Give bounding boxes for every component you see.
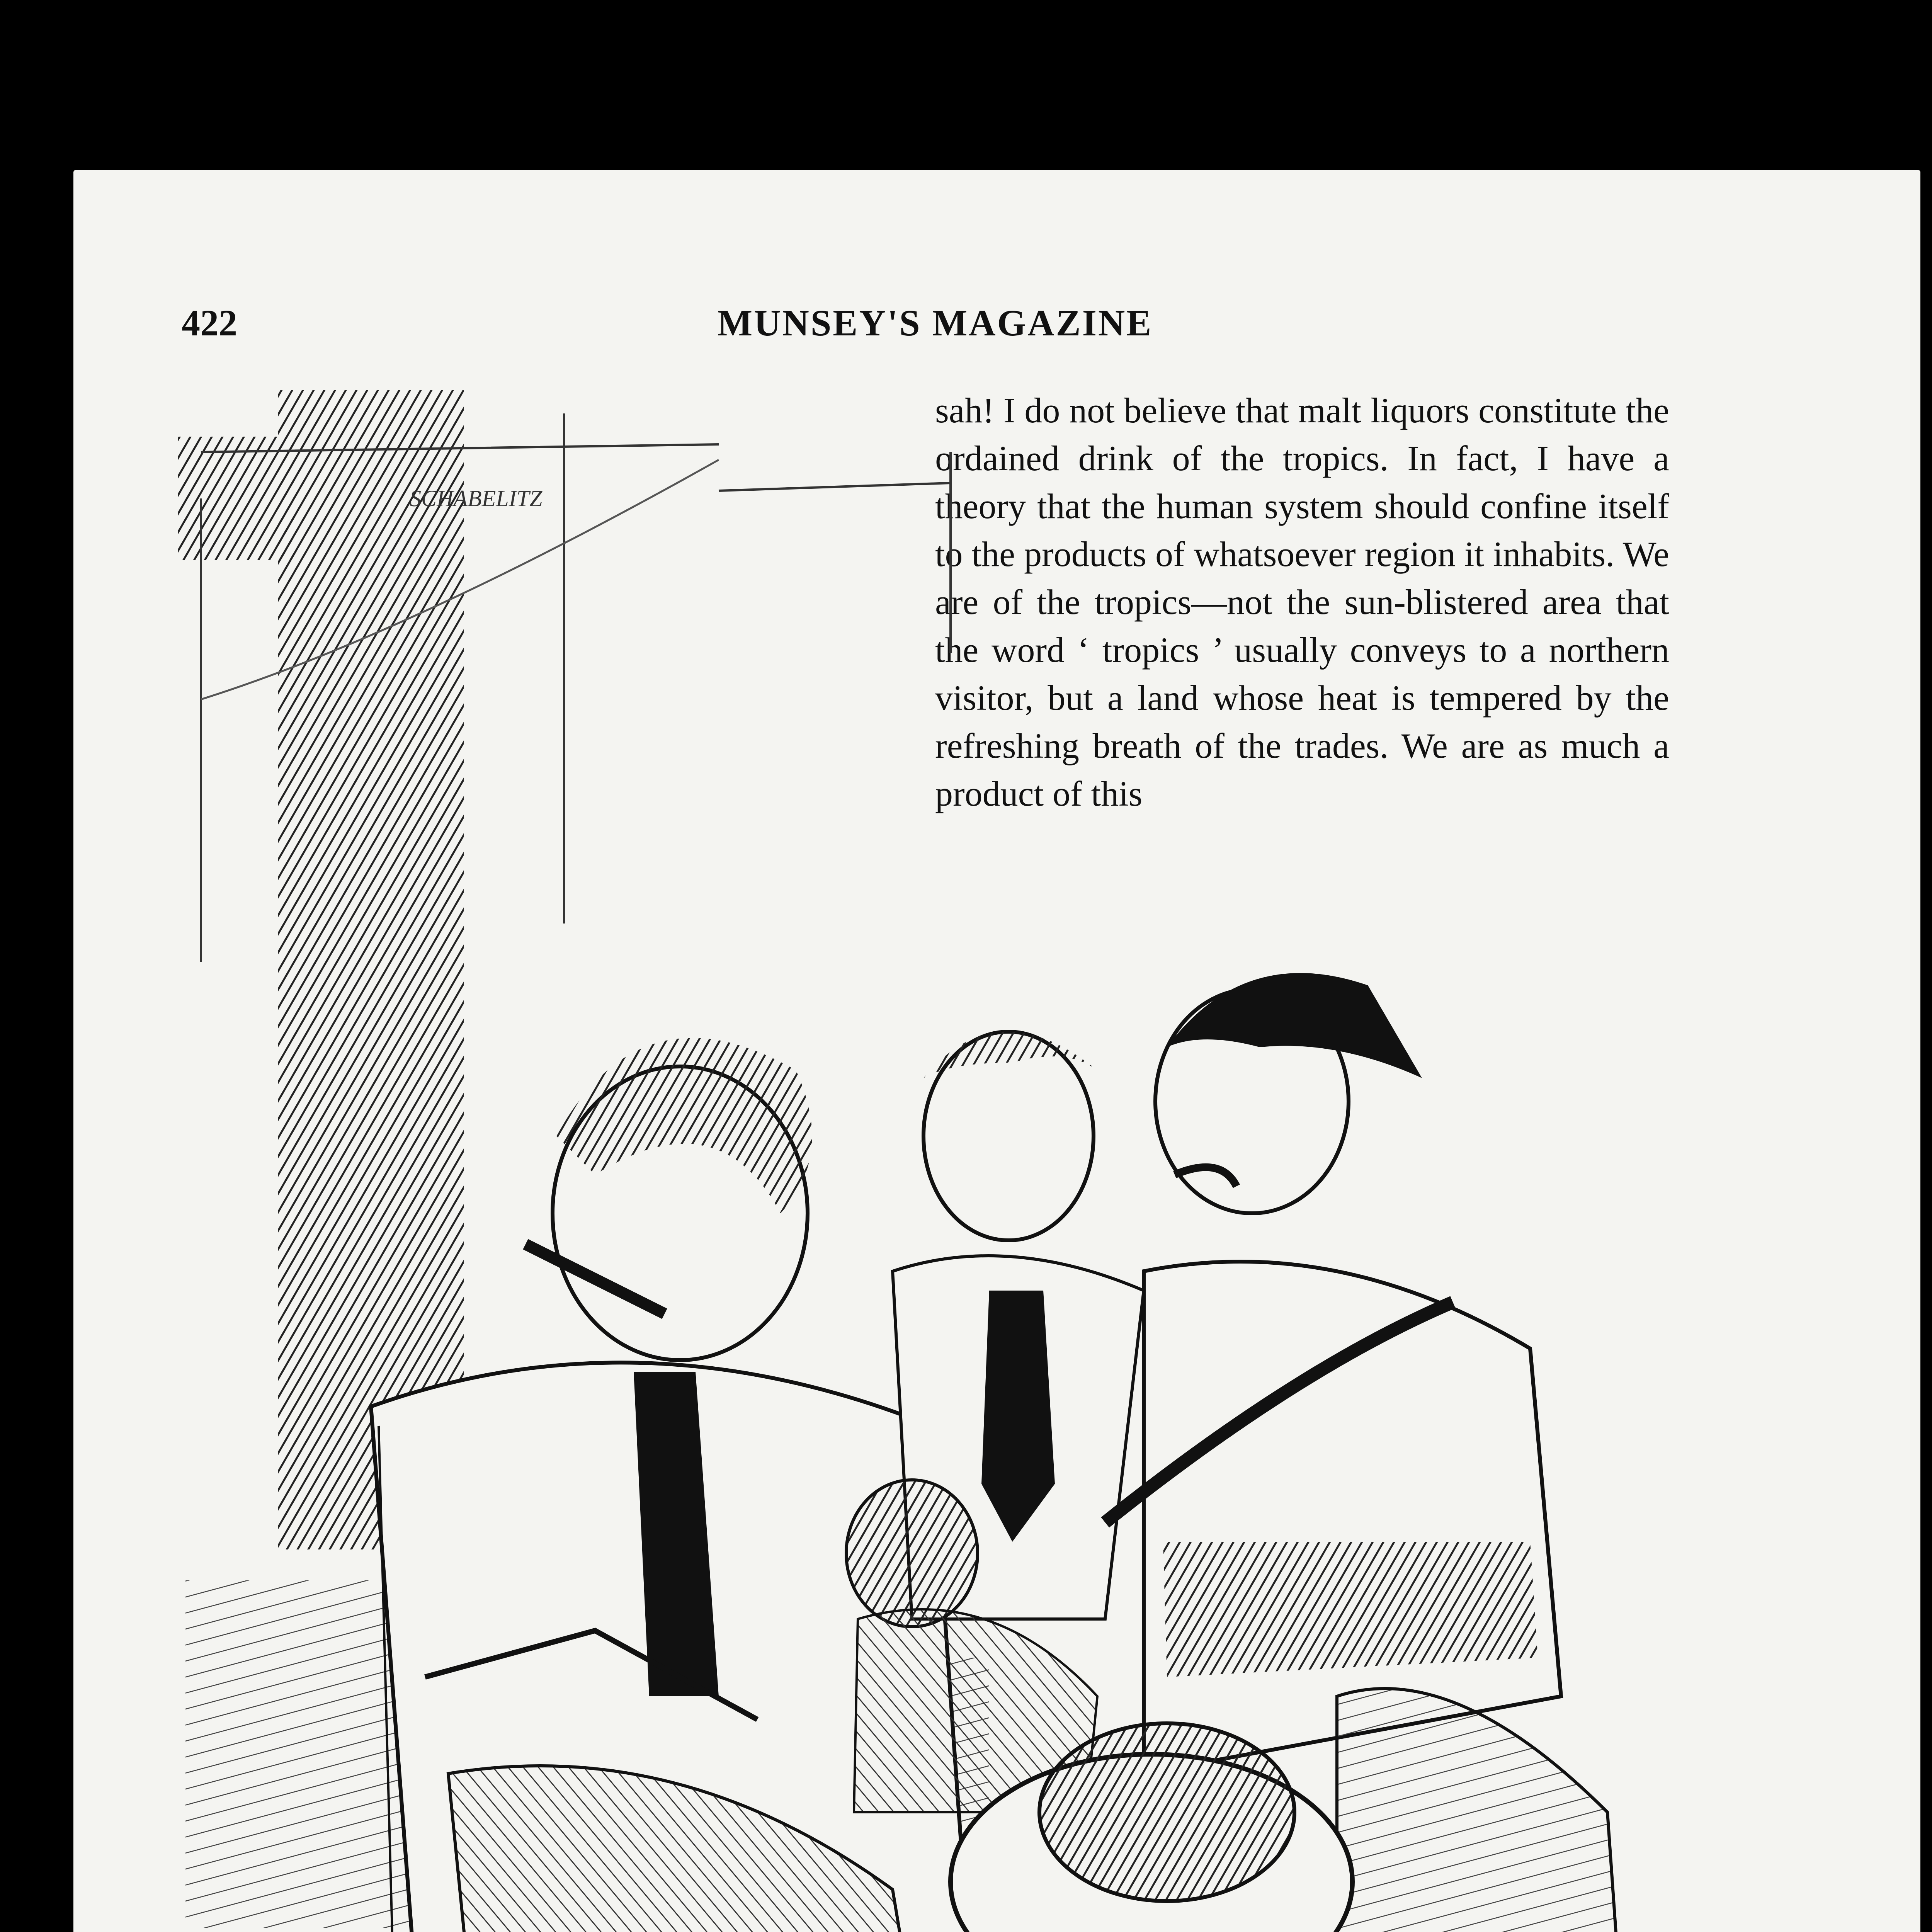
illustration xyxy=(178,383,1669,1932)
page-number: 422 xyxy=(182,302,237,344)
magazine-title: MUNSEY'S MAGAZINE xyxy=(717,302,1153,344)
running-header xyxy=(182,301,1689,359)
artist-signature: SCHABELITZ xyxy=(410,486,543,511)
paragraph: sah! I do not believe that malt liquors constitute the ordained drink of the tropics. In fact, I have a theory that the human system should confine itself to the products of whatsoever region it inhabits. We are of the tropics—not the sun-blistered area that the word ‘ tropics ’ usually conveys to a northern visitor, but a land whose heat is tempered by the refreshing breath of the trades. We are as much a product of this xyxy=(935,391,1669,813)
wooden-post xyxy=(278,390,464,1549)
